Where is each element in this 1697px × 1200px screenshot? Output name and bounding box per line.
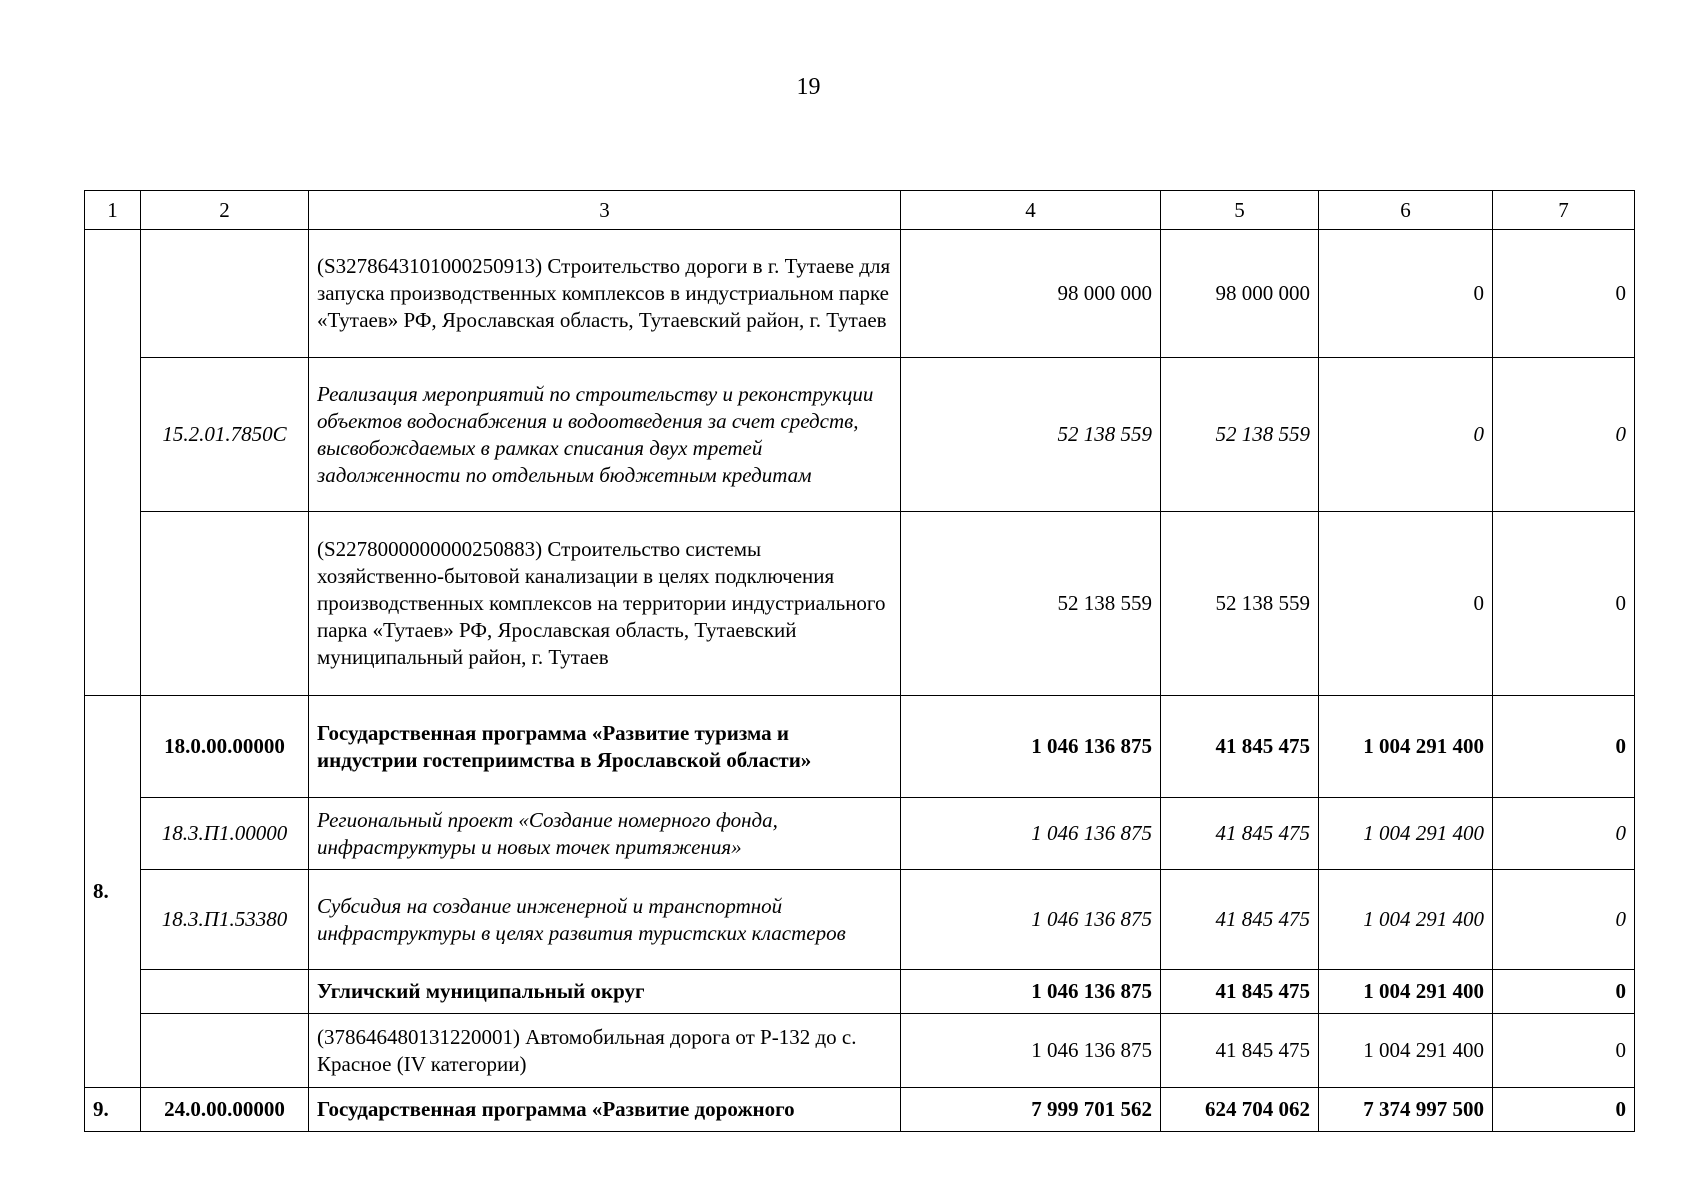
row-value-col7: 0 — [1493, 230, 1635, 358]
row-code-cell — [141, 1014, 309, 1088]
row-value-col7: 0 — [1493, 1088, 1635, 1132]
row-value-col6: 0 — [1319, 512, 1493, 696]
row-value-col7: 0 — [1493, 512, 1635, 696]
row-description-cell: Государственная программа «Развитие дорожного — [309, 1088, 901, 1132]
row-value-col6: 0 — [1319, 230, 1493, 358]
row-index-cell: 9. — [85, 1088, 141, 1132]
column-header-6: 6 — [1319, 191, 1493, 230]
table-row — [85, 1014, 1635, 1088]
row-description-cell: Угличский муниципальный округ — [309, 970, 901, 1014]
row-value-col6: 1 004 291 400 — [1319, 870, 1493, 970]
row-code-cell — [141, 970, 309, 1014]
table-row — [85, 512, 1635, 696]
column-header-7: 7 — [1493, 191, 1635, 230]
column-header-1: 1 — [85, 191, 141, 230]
row-code-cell — [141, 230, 309, 358]
row-value-col7: 0 — [1493, 696, 1635, 798]
row-value-col7: 0 — [1493, 970, 1635, 1014]
row-value-col6: 1 004 291 400 — [1319, 1014, 1493, 1088]
row-code-cell: 18.3.П1.00000 — [141, 798, 309, 870]
row-description-cell: Субсидия на создание инженерной и транспортной инфраструктуры в целях развития туристских кластеров — [309, 870, 901, 970]
table-row — [85, 358, 1635, 512]
row-index-cell: 8. — [85, 696, 141, 1088]
column-header-4: 4 — [901, 191, 1161, 230]
table-row — [85, 870, 1635, 970]
row-value-col6: 1 004 291 400 — [1319, 798, 1493, 870]
column-header-2: 2 — [141, 191, 309, 230]
row-description-cell: Реализация мероприятий по строительству и реконструкции объектов водоснабжения и водоотведения за счет средств, высвобождаемых в рамках списания двух третей задолженности по отдельным бюджетным кредитам — [309, 358, 901, 512]
row-value-col6: 0 — [1319, 358, 1493, 512]
row-value-col7: 0 — [1493, 358, 1635, 512]
table-row — [85, 230, 1635, 358]
row-value-col5: 41 845 475 — [1161, 1014, 1319, 1088]
row-value-col5: 41 845 475 — [1161, 798, 1319, 870]
row-value-col7: 0 — [1493, 798, 1635, 870]
row-value-col4: 1 046 136 875 — [901, 798, 1161, 870]
column-header-5: 5 — [1161, 191, 1319, 230]
row-value-col4: 98 000 000 — [901, 230, 1161, 358]
row-description-cell: (S2278000000000250883) Строительство системы хозяйственно-бытовой канализации в целях подключения производственных комплексов на территории индустриального парка «Тутаев» РФ, Ярославская область, Тутаевский муниципальный район, г. Тутаев — [309, 512, 901, 696]
table-row — [85, 970, 1635, 1014]
column-header-3: 3 — [309, 191, 901, 230]
row-value-col5: 98 000 000 — [1161, 230, 1319, 358]
table-row — [85, 1088, 1635, 1132]
row-code-cell: 18.3.П1.53380 — [141, 870, 309, 970]
row-value-col4: 7 999 701 562 — [901, 1088, 1161, 1132]
budget-table — [84, 190, 1635, 1132]
row-description-cell: (378646480131220001) Автомобильная дорога от Р-132 до с. Красное (IV категории) — [309, 1014, 901, 1088]
row-code-cell: 24.0.00.00000 — [141, 1088, 309, 1132]
row-value-col5: 52 138 559 — [1161, 358, 1319, 512]
row-value-col6: 1 004 291 400 — [1319, 970, 1493, 1014]
row-value-col5: 52 138 559 — [1161, 512, 1319, 696]
row-description-cell: Региональный проект «Создание номерного фонда, инфраструктуры и новых точек притяжения» — [309, 798, 901, 870]
row-value-col4: 1 046 136 875 — [901, 1014, 1161, 1088]
row-value-col4: 1 046 136 875 — [901, 696, 1161, 798]
row-description-cell: Государственная программа «Развитие туризма и индустрии гостеприимства в Ярославской области» — [309, 696, 901, 798]
row-value-col5: 41 845 475 — [1161, 870, 1319, 970]
page-number — [0, 74, 1697, 101]
row-code-cell: 15.2.01.7850С — [141, 358, 309, 512]
row-value-col6: 1 004 291 400 — [1319, 696, 1493, 798]
page-number-text: 19 — [796, 74, 821, 100]
row-value-col4: 52 138 559 — [901, 358, 1161, 512]
row-value-col5: 624 704 062 — [1161, 1088, 1319, 1132]
row-value-col5: 41 845 475 — [1161, 970, 1319, 1014]
row-description-cell: (S3278643101000250913) Строительство дороги в г. Тутаеве для запуска производственных комплексов в индустриальном парке «Тутаев» РФ, Ярославская область, Тутаевский район, г. Тутаев — [309, 230, 901, 358]
row-code-cell: 18.0.00.00000 — [141, 696, 309, 798]
header-row — [85, 191, 1635, 230]
table-row — [85, 696, 1635, 798]
row-value-col6: 7 374 997 500 — [1319, 1088, 1493, 1132]
row-index-cell — [85, 230, 141, 696]
row-value-col4: 52 138 559 — [901, 512, 1161, 696]
row-value-col7: 0 — [1493, 870, 1635, 970]
table-row — [85, 798, 1635, 870]
row-value-col5: 41 845 475 — [1161, 696, 1319, 798]
row-value-col7: 0 — [1493, 1014, 1635, 1088]
row-code-cell — [141, 512, 309, 696]
row-value-col4: 1 046 136 875 — [901, 870, 1161, 970]
row-value-col4: 1 046 136 875 — [901, 970, 1161, 1014]
